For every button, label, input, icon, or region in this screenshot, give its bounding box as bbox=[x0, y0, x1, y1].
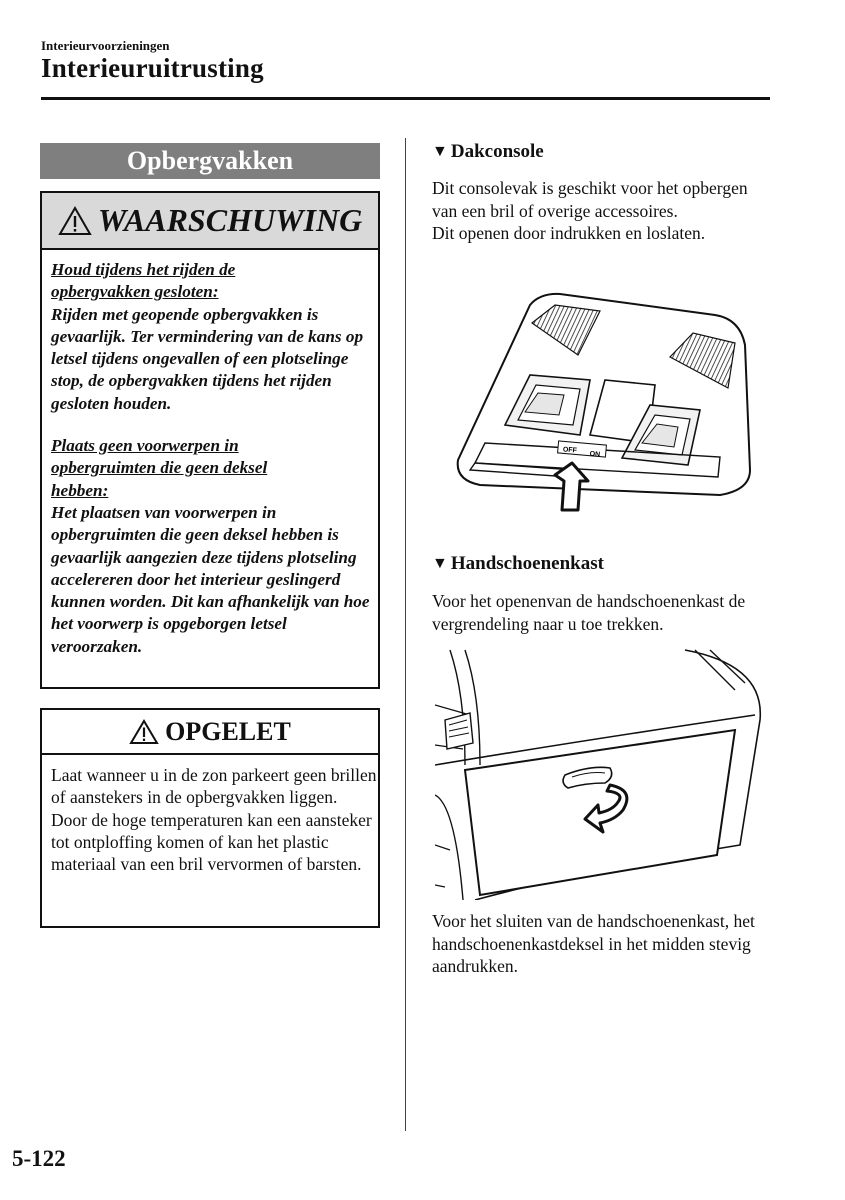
warning-heading-1-line-2: opbergvakken gesloten: bbox=[51, 282, 219, 302]
caution-header bbox=[42, 710, 378, 755]
warning-body bbox=[51, 259, 373, 658]
dakconsole-text-1: Dit consolevak is geschikt voor het opbergen van een bril of overige accessoires. bbox=[432, 178, 748, 221]
warning-heading-2-line-2: opbergruimten die geen deksel bbox=[51, 458, 268, 478]
triangle-down-icon: ▼ bbox=[432, 143, 448, 160]
handschoenenkast-close-text: Voor het sluiten van de handschoenenkast, het handschoenenkastdeksel in het midden stevig aandrukken. bbox=[432, 911, 755, 976]
warning-heading-1-line-1: Houd tijdens het rijden de bbox=[51, 260, 236, 279]
warning-heading-2-line-3: hebben: bbox=[51, 480, 109, 500]
switch-off-label: OFF bbox=[562, 446, 578, 455]
warning-heading-2-line-1: Plaats geen voorwerpen in bbox=[51, 436, 239, 456]
triangle-down-icon: ▼ bbox=[432, 555, 448, 572]
dakconsole-heading bbox=[432, 141, 544, 163]
warning-header bbox=[42, 193, 378, 250]
handschoenenkast-heading bbox=[432, 553, 604, 575]
caution-box bbox=[40, 708, 380, 928]
warning-triangle-icon bbox=[58, 206, 92, 236]
warning-triangle-icon bbox=[129, 719, 159, 745]
dakconsole-text-2: Dit openen door indrukken en loslaten. bbox=[432, 223, 706, 243]
header-divider bbox=[41, 97, 770, 100]
warning-box bbox=[40, 191, 380, 689]
caution-title: OPGELET bbox=[165, 716, 291, 746]
switch-on-label: ON bbox=[589, 450, 601, 459]
warning-text-1: Rijden met geopende opbergvakken is gevaarlijk. Ter vermindering van de kans op letsel tijdens ongevallen of een plotselinge stop, de opbergvakken tijdens het rijden gesloten houden. bbox=[51, 304, 364, 413]
dakconsole-heading-text: Dakconsole bbox=[450, 141, 544, 162]
glovebox-illustration bbox=[435, 645, 765, 900]
caution-text: Laat wanneer u in de zon parkeert geen brillen of aanstekers in de opbergvakken liggen. Door de hoge temperaturen kan een aansteker tot ontploffing komen of kan het plastic materiaal van een bril vervormen of barsten. bbox=[51, 765, 377, 875]
dakconsole-text bbox=[432, 177, 762, 245]
handschoenenkast-open-text: Voor het openenvan de handschoenenkast de vergrendeling naar u toe trekken. bbox=[432, 591, 746, 634]
overhead-console-illustration bbox=[450, 285, 770, 520]
handschoenenkast-heading-text: Handschoenenkast bbox=[450, 553, 604, 574]
opbergvakken-banner: Opbergvakken bbox=[40, 143, 380, 179]
page-title: Interieuruitrusting bbox=[41, 53, 264, 83]
warning-title: WAARSCHUWING bbox=[97, 202, 363, 238]
section-label: Interieurvoorzieningen bbox=[41, 38, 170, 53]
page-number: 5-122 bbox=[12, 1146, 66, 1171]
warning-text-2: Het plaatsen van voorwerpen in opbergruimten die geen deksel hebben is gevaarlijk aangezien deze tijdens plotseling accelereren door het interieur geslingerd kunnen worden. Dit kan afhankelijk van hoe het voorwerp is opgeborgen letsel veroorzaken. bbox=[51, 502, 370, 656]
column-divider bbox=[405, 138, 406, 1131]
